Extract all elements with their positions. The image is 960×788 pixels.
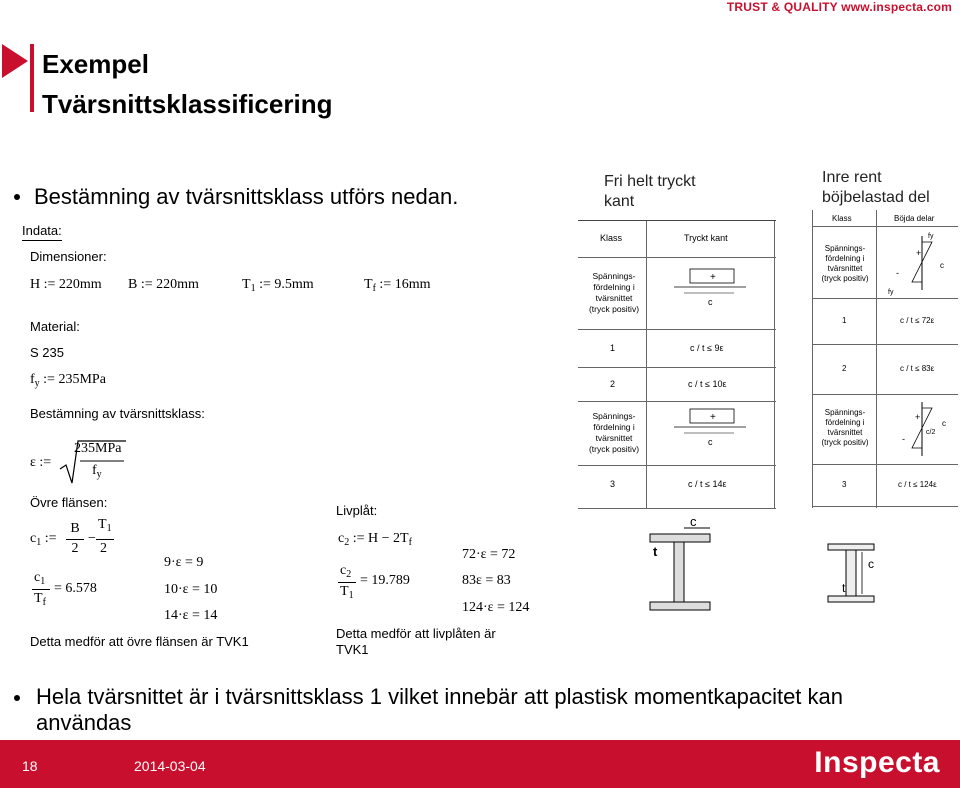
bullet-2: Hela tvärsnittet är i tvärsnittsklass 1 vilket innebär att plastisk momentkapacitet kan användas [36,684,844,735]
frac-line [96,539,114,540]
svg-text:+: + [915,412,921,422]
limit-124: 124·ε = 124 [462,600,530,615]
svg-text:fy: fy [888,289,894,296]
svg-text:t: t [653,544,658,559]
svg-text:c: c [708,437,713,447]
title-line-1: Exempel [42,49,149,79]
ovre-result: Detta medför att övre flänsen är TVK1 [30,634,249,649]
row-line [578,508,776,509]
svg-text:fy: fy [928,233,934,240]
stress-distribution-label: Spännings- fördelning i tvärsnittet (tryck positiv) [821,244,869,283]
c1-lhs: $c_1$ := [30,531,57,548]
c1tf-value: = 6.578 [54,581,97,596]
col-tryckt-kant: Tryckt kant [684,233,728,243]
svg-text:c: c [708,297,713,307]
row-line [578,367,776,368]
page-number: 18 [22,758,38,774]
liv-result-line-1: Detta medför att livplåten är [336,626,496,641]
row-line [812,394,958,395]
c2t1-value: = 19.789 [360,573,410,588]
svg-text:c/2: c/2 [926,429,936,436]
flange-heading: Fri helt tryckt kant [604,173,696,210]
page-title [42,44,332,124]
row-line [578,465,776,466]
epsilon-lhs: ε := [30,455,52,470]
row-line [578,257,776,258]
inspecta-logo: Inspecta [814,746,940,779]
row-line [812,506,958,507]
frac-line [66,539,84,540]
epsilon-numerator: 235MPa [74,441,122,456]
brand-tagline: TRUST & QUALITY www.inspecta.com [726,0,952,14]
frac-line [32,589,50,590]
svg-text:-: - [902,434,905,444]
frac-line [338,582,356,583]
c2t1-den: $T_1$ [340,584,354,601]
row-line [578,401,776,402]
col-klass: Klass [600,233,623,243]
limit-9: 9·ε = 9 [164,555,204,570]
tf-definition: $T_f$ := 16mm [364,277,431,294]
footer-date: 2014-03-04 [134,758,206,774]
stress-distribution-label: Spännings- fördelning i tvärsnittet (tryck positiv) [588,271,640,314]
b-definition: B := 220mm [128,277,199,292]
calc-block [0,215,560,660]
col-klass: Klass [832,214,852,223]
c2t1-num: $c_2$ [340,563,352,580]
epsilon-denominator: $f_y$ [92,463,102,480]
row-line [812,226,958,227]
bullet-dot [14,194,20,200]
c1-frac1-num: B [70,521,80,536]
svg-text:-: - [896,268,899,278]
row-line [812,298,958,299]
c1-frac2-num: $T_1$ [98,517,112,534]
stress-block-icon [670,405,750,455]
i-beam-flange-icon [640,516,730,616]
svg-text:c: c [940,261,944,270]
bending-stress-icon [882,228,958,298]
row-klass: 2 [610,379,616,389]
bending-stress-icon [882,396,958,462]
row-line [578,329,776,330]
title-accent-bar [30,44,34,112]
svg-text:c: c [690,516,697,529]
steel-grade: S 235 [30,345,64,360]
c2-definition: $c_2$ := $H - 2T_f$ [338,531,412,548]
i-beam-web-icon [824,538,904,608]
stress-distribution-label: Spännings- fördelning i tvärsnittet (tryck positiv) [588,411,640,454]
svg-text:+: + [710,412,716,423]
limit-10: 10·ε = 10 [164,582,218,597]
indata-label: Indata: [22,223,62,238]
bullet-1: Bestämning av tvärsnittsklass utförs nedan. [34,184,459,209]
livplat-label: Livplåt: [336,503,378,518]
liv-result-line-2: TVK1 [336,642,369,657]
row-limit: c / t ≤ 14ε [688,479,727,489]
plus-sign: + [710,272,716,283]
web-heading: Inre rent böjbelastad del [822,169,930,206]
row-limit: c / t ≤ 124ε [898,480,937,489]
limit-72: 72·ε = 72 [462,547,516,562]
material-label: Material: [30,319,80,334]
svg-text:t: t [842,581,846,595]
c1tf-num: $c_1$ [34,570,46,587]
bullet-dot [14,695,20,701]
dimensioner-label: Dimensioner: [30,249,107,264]
fy-definition: $f_y$ := 235MPa [30,372,106,389]
c1-frac1-den: 2 [71,541,79,556]
c1tf-den: $T_f$ [34,591,46,608]
row-line [812,344,958,345]
svg-text:c: c [942,419,946,428]
col-bojda-delar: Böjda delar [894,214,935,223]
row-limit: c / t ≤ 72ε [900,316,935,325]
c1-frac2-den: 2 [100,541,107,556]
row-klass: 1 [842,316,847,325]
svg-text:+: + [916,248,922,258]
row-limit: c / t ≤ 10ε [688,379,727,389]
row-klass: 1 [610,343,616,353]
flange-class-table [578,220,776,509]
row-klass: 3 [610,479,616,489]
minus-sign: − [88,531,96,546]
indata-underline [22,240,62,241]
title-arrow-icon [2,44,28,78]
svg-text:c: c [868,557,874,571]
stress-distribution-label: Spännings- fördelning i tvärsnittet (tryck positiv) [821,408,869,447]
t1-definition: $T_1$ := 9.5mm [242,277,314,294]
stress-block-icon [670,265,750,315]
ovre-flansen-label: Övre flänsen: [30,495,108,510]
bestamning-label: Bestämning av tvärsnittsklass: [30,406,205,421]
web-class-table [812,210,958,508]
limit-14: 14·ε = 14 [164,608,218,623]
limit-83: 83ε = 83 [462,573,511,588]
title-line-2: Tvärsnittsklassificering [42,89,333,119]
row-klass: 3 [842,480,847,489]
row-klass: 2 [842,364,847,373]
footer-bar [0,740,960,788]
row-line [812,464,958,465]
row-limit: c / t ≤ 9ε [690,343,724,353]
h-definition: H := 220mm [30,277,102,292]
row-limit: c / t ≤ 83ε [900,364,935,373]
